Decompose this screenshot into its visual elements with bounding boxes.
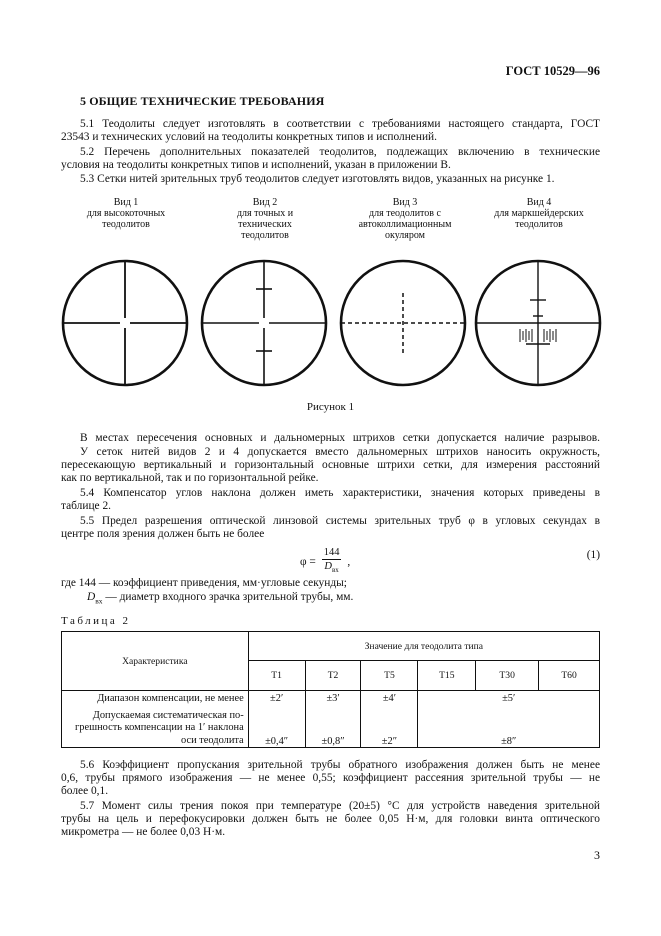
table-row2-t5: ±2″ <box>361 706 418 748</box>
table-row-range <box>62 691 600 706</box>
table-char-header: Характеристика <box>62 632 249 691</box>
paragraph-5-3-line-1: 5.3 Сетки нитей зрительных труб теодолитов следует изготовлять видов, указанных на рисунке 1. <box>80 173 555 185</box>
section-heading: 5 ОБЩИЕ ТЕХНИЧЕСКИЕ ТРЕБОВАНИЯ <box>80 94 325 108</box>
paragraph-5-7-line-1: 5.7 Момент силы трения покоя при температуре (20±5) °С для устройств наведения зрительной <box>80 800 600 812</box>
paragraph-5-5-line-2: центре поля зрения должен быть не более <box>61 528 265 540</box>
table-row2-t2: ±0,8″ <box>305 706 361 748</box>
table-type-t2: Т2 <box>305 661 361 691</box>
paragraph-5-4-line-2: таблице 2. <box>61 500 112 512</box>
formula-lhs: φ = <box>300 556 316 569</box>
view-4-desc: для маркшейдерских теодолитов <box>494 208 584 230</box>
view-3-title: Вид 3 <box>392 197 418 208</box>
standard-header: ГОСТ 10529—96 <box>505 64 600 78</box>
paragraph-5-7-line-3: микрометра — не более 0,03 Н·м. <box>61 826 226 838</box>
formula-trail: , <box>347 556 351 569</box>
formula-fraction <box>322 547 342 577</box>
table-row2-t15-t60: ±8″ <box>418 706 600 748</box>
table-row2-label-line-3: оси теодолита <box>181 734 244 746</box>
reticle-view-3 <box>341 261 465 385</box>
reticle-view-2 <box>202 261 326 385</box>
reticle-view-1 <box>63 261 187 385</box>
paragraph-5-6-line-2: 0,6, трубы прямого изображения — не менее 0,55; коэффициент рассеяния зрительной трубы — не <box>61 772 600 784</box>
table-type-t30: Т30 <box>476 661 539 691</box>
table-row1-t2: ±3′ <box>305 691 361 706</box>
table-row1-label: Диапазон компенсации, не менее <box>62 691 249 706</box>
paragraph-5-5-line-1: 5.5 Предел разрешения оптической линзовой системы зрительных труб φ в угловых секундах в <box>80 515 600 527</box>
formula-numerator: 144 <box>323 547 340 558</box>
paragraph-ring-line-3: как по вертикальной, так и по горизонтальной рейке. <box>61 472 319 484</box>
table-header-row <box>62 632 600 661</box>
table-type-t5: Т5 <box>361 661 418 691</box>
view-4-title: Вид 4 <box>526 197 552 208</box>
reticle-view-4 <box>476 261 600 385</box>
table-row-error <box>62 706 600 748</box>
table-type-t60: Т60 <box>539 661 600 691</box>
where-line-2 <box>87 591 353 607</box>
table-row2-t1: ±0,4″ <box>248 706 305 748</box>
formula-denominator-subscript: вх <box>331 566 339 575</box>
table-row1-t5: ±4′ <box>361 691 418 706</box>
view-2-desc: для точных и технических теодолитов <box>236 208 294 241</box>
paragraph-5-2-line-2: условия на теодолиты конкретных типов и исполнений, указан в приложении В. <box>61 159 451 171</box>
paragraph-5-1-line-1: 5.1 Теодолиты следует изготовлять в соответствии с требованиями настоящего стандарта, ГОСТ <box>80 118 600 130</box>
paragraph-ring-line-2: пересекающую вертикальный и горизонтальный основные штрихи сетки, для измерения расстояний <box>61 459 600 471</box>
where-line-1: где 144 — коэффициент приведения, мм·угловые секунды; <box>61 577 347 589</box>
paragraph-ring-line-1: У сеток нитей видов 2 и 4 допускается вместо дальномерных штрихов наносить окружность, <box>80 446 600 458</box>
table-row2-label-line-2: грешность компенсации на 1′ наклона <box>75 722 244 733</box>
paragraph-5-6-line-1: 5.6 Коэффициент пропускания зрительной трубы обратного изображения должен быть не менее <box>80 759 600 771</box>
where-d-subscript: вх <box>95 596 103 606</box>
formula-1 <box>300 547 350 577</box>
table-row2-label <box>62 706 249 748</box>
page-number: 3 <box>594 848 600 862</box>
where-d-text: — диаметр входного зрачка зрительной трубы, мм. <box>102 591 354 603</box>
view-2-title: Вид 2 <box>252 197 278 208</box>
formula-number: (1) <box>586 549 600 561</box>
table-title: Таблица 2 <box>61 615 131 627</box>
paragraph-5-6-line-3: более 0,1. <box>61 785 109 797</box>
table-type-t15: Т15 <box>418 661 476 691</box>
paragraph-5-4-line-1: 5.4 Компенсатор углов наклона должен иметь характеристики, значения которых приведены в <box>80 487 600 499</box>
view-1-desc: для высокоточных теодолитов <box>86 208 166 230</box>
view-1-title: Вид 1 <box>113 197 139 208</box>
table-group-header: Значение для теодолита типа <box>248 632 599 661</box>
table-row1-t1: ±2′ <box>248 691 305 706</box>
paragraph-5-7-line-2: трубы на цель и перефокусировки должен быть не более 0,05 Н·м, для головки винта оптического <box>61 813 600 825</box>
paragraph-5-2-line-1: 5.2 Перечень дополнительных показателей теодолитов, подлежащих включению в технические <box>80 146 600 158</box>
figure-caption: Рисунок 1 <box>306 401 355 413</box>
paragraph-breaks: В местах пересечения основных и дальномерных штрихов сетки допускается наличие разрывов. <box>80 432 600 444</box>
table-row2-label-line-1: Допускаемая систематическая по- <box>92 709 244 721</box>
table-row1-t15-t60: ±5′ <box>418 691 600 706</box>
view-3-desc: для теодолитов с автоколлимационным окуляром <box>358 208 452 241</box>
formula-denominator <box>322 560 342 577</box>
paragraph-5-1-line-2: 23543 и технических условий на теодолиты конкретных типов и исполнений. <box>61 131 437 143</box>
formula-denominator-symbol: D <box>324 561 332 572</box>
spec-table <box>61 631 600 748</box>
table-type-t1: Т1 <box>248 661 305 691</box>
where-d-symbol: D <box>87 591 96 603</box>
